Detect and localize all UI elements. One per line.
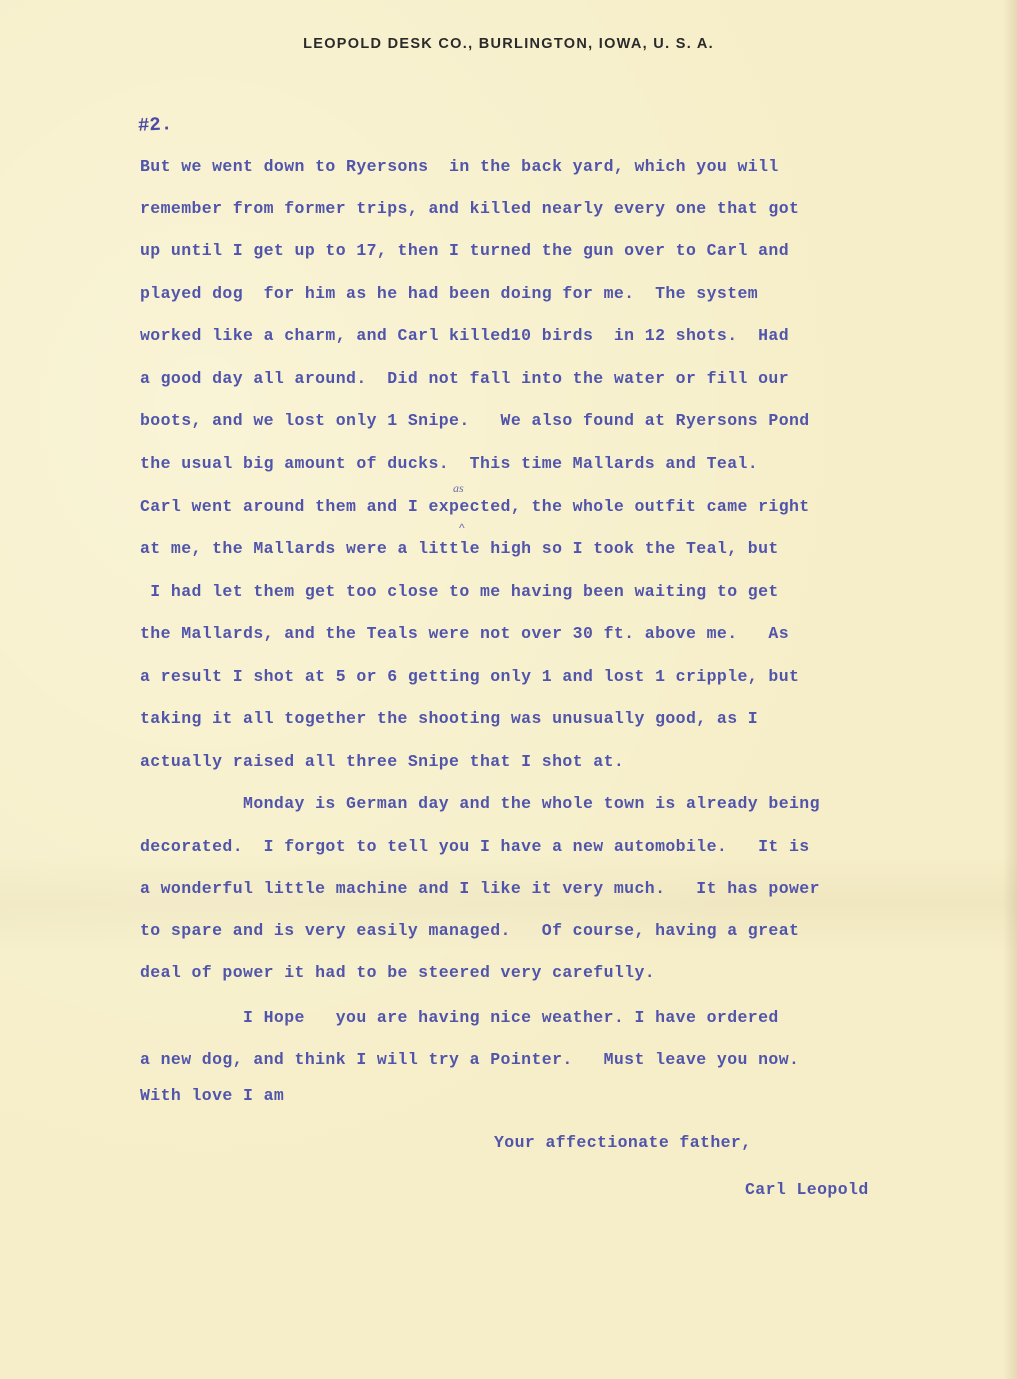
body-line: actually raised all three Snipe that I shot at. <box>140 752 625 771</box>
body-line: a result I shot at 5 or 6 getting only 1 and lost 1 cripple, but <box>140 667 800 686</box>
page-number: #2. <box>137 113 173 137</box>
body-line: worked like a charm, and Carl killed10 birds in 12 shots. Had <box>140 326 790 345</box>
body-line: Monday is German day and the whole town is already being <box>140 794 820 813</box>
signature: Carl Leopold <box>745 1180 869 1199</box>
body-line: a wonderful little machine and I like it very much. It has power <box>140 879 820 898</box>
body-line: a new dog, and think I will try a Pointer. Must leave you now. <box>140 1050 800 1069</box>
body-line: Carl went around them and I expected, the whole outfit came right <box>140 497 810 516</box>
body-line: the usual big amount of ducks. This time Mallards and Teal. <box>140 454 759 473</box>
body-line: I had let them get too close to me having been waiting to get <box>140 582 779 601</box>
body-line: at me, the Mallards were a little high so I took the Teal, but <box>140 539 779 558</box>
body-line: a good day all around. Did not fall into the water or fill our <box>140 369 790 388</box>
body-line: to spare and is very easily managed. Of course, having a great <box>140 921 800 940</box>
body-line: decorated. I forgot to tell you I have a new automobile. It is <box>140 837 810 856</box>
body-line: up until I get up to 17, then I turned the gun over to Carl and <box>140 241 790 260</box>
body-line: deal of power it had to be steered very carefully. <box>140 963 656 982</box>
body-line: played dog for him as he had been doing for me. The system <box>140 284 759 303</box>
body-line: But we went down to Ryersons in the back yard, which you will <box>140 157 779 176</box>
paper-edge <box>1003 0 1017 1379</box>
body-line: boots, and we lost only 1 Snipe. We also found at Ryersons Pond <box>140 411 810 430</box>
body-line: I Hope you are having nice weather. I have ordered <box>140 1008 779 1027</box>
closing-line: Your affectionate father, <box>494 1133 752 1152</box>
body-line: With love I am <box>140 1086 285 1105</box>
insertion-mark: as <box>453 481 464 495</box>
body-line: remember from former trips, and killed nearly every one that got <box>140 199 800 218</box>
body-line: the Mallards, and the Teals were not over 30 ft. above me. As <box>140 624 790 643</box>
caret-mark: ^ <box>459 521 465 535</box>
letterhead: LEOPOLD DESK CO., BURLINGTON, IOWA, U. S. A. <box>303 36 714 52</box>
body-line: taking it all together the shooting was unusually good, as I <box>140 709 759 728</box>
